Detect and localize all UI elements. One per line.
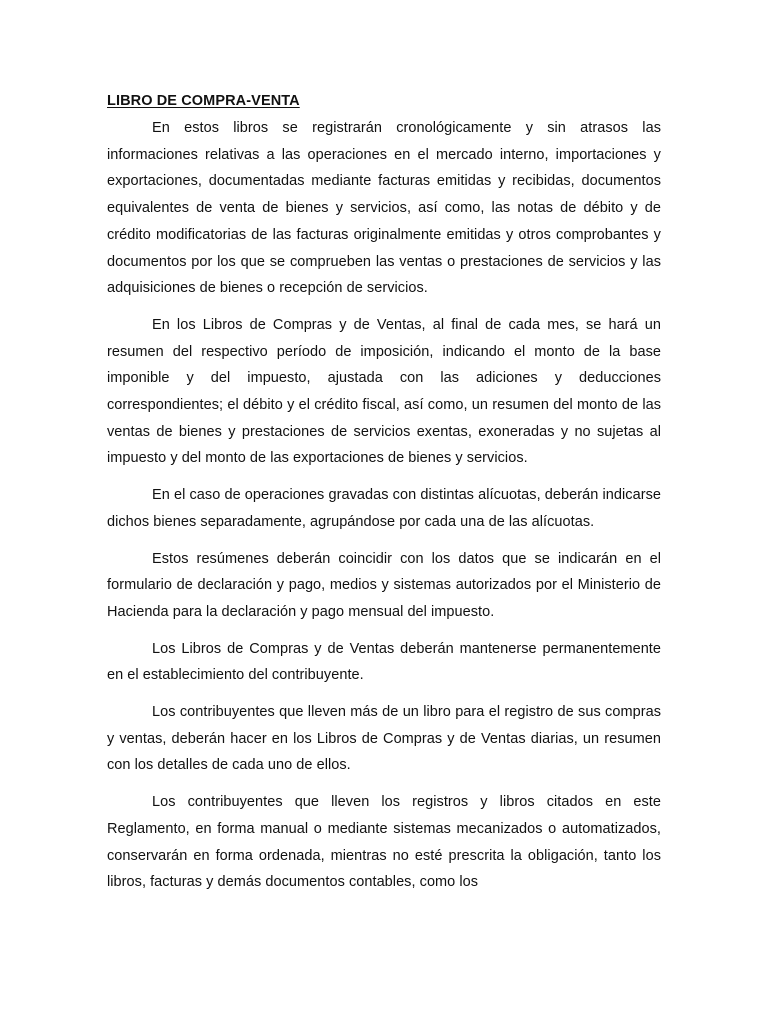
paragraph-4: Estos resúmenes deberán coincidir con los datos que se indicarán en el formulario de declaración y pago, medios y sistemas autorizados por el Ministerio de Hacienda para la declaración y pago mensual del impuesto. bbox=[107, 550, 661, 620]
paragraph-6: Los contribuyentes que lleven más de un libro para el registro de sus compras y ventas, deberán hacer en los Libros de Compras y de Ventas diarias, un resumen con los detalles de cada uno de ellos. bbox=[107, 704, 661, 774]
paragraph-3: En el caso de operaciones gravadas con distintas alícuotas, deberán indicarse dichos bienes separadamente, agrupándose por cada una de las alícuotas. bbox=[107, 487, 661, 530]
document-body bbox=[107, 90, 661, 906]
document-title: LIBRO DE COMPRA-VENTA bbox=[107, 93, 300, 109]
paragraph-5: Los Libros de Compras y de Ventas deberán mantenerse permanentemente en el establecimiento del contribuyente. bbox=[107, 640, 661, 684]
paragraph-1: En estos libros se registrarán cronológicamente y sin atrasos las informaciones relativas a las operaciones en el mercado interno, importaciones y exportaciones, documentadas mediante facturas emitidas y recibidas, documentos equivalentes de venta de bienes y servicios, así como, las notas de débito y de crédito modificatorias de las facturas originalmente emitidas y otros comprobantes y documentos por los que se comprueben las ventas o prestaciones de servicios y las adquisiciones de bienes o recepción de servicios. bbox=[107, 120, 661, 297]
paragraph-7: Los contribuyentes que lleven los registros y libros citados en este Reglamento, en forma manual o mediante sistemas mecanizados o automatizados, conservarán en forma ordenada, mientras no esté prescrita la obligación, tanto los libros, facturas y demás documentos contables, como los bbox=[107, 794, 661, 891]
paragraph-2: En los Libros de Compras y de Ventas, al final de cada mes, se hará un resumen del respectivo período de imposición, indicando el monto de la base imponible y del impuesto, ajustada con las adiciones y deducciones correspondientes; el débito y el crédito fiscal, así como, un resumen del monto de las ventas de bienes y prestaciones de servicios exentas, exoneradas y no sujetas al impuesto y del monto de las exportaciones de bienes y servicios. bbox=[107, 316, 661, 467]
